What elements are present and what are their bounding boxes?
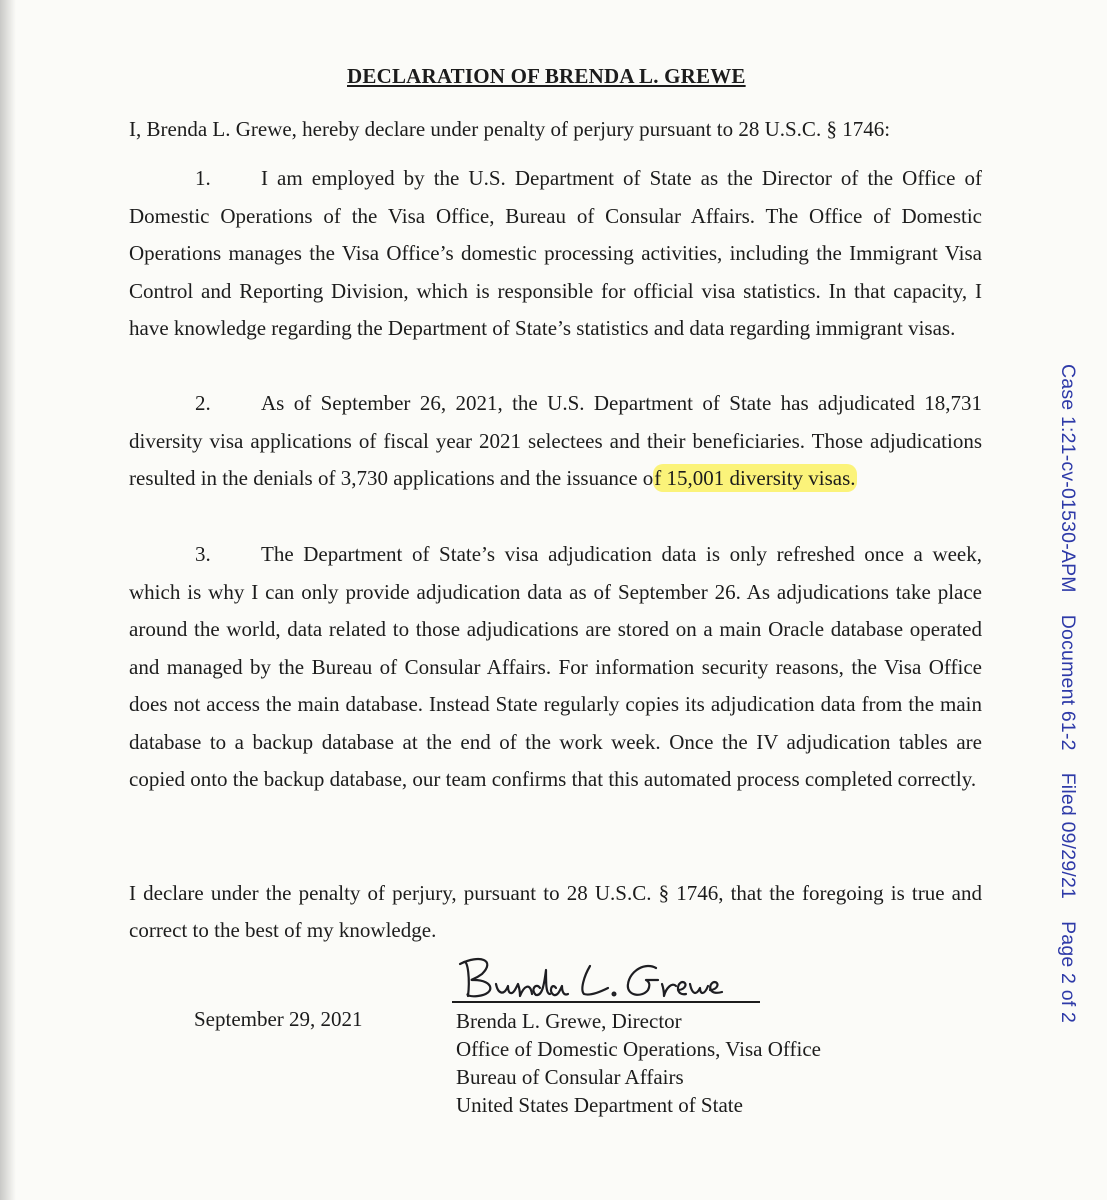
court-filing-stamp — [1056, 364, 1079, 1045]
stamp-filed: Filed 09/29/21 — [1057, 772, 1079, 900]
paragraph-1 — [129, 160, 982, 348]
scan-shadow-edge — [0, 0, 16, 1200]
paragraph-number: 3. — [195, 542, 211, 566]
signature-line — [452, 1001, 760, 1003]
paragraph-text: I am employed by the U.S. Department of State as the Director of the Office of Domestic Operations of the Visa Office, Bureau of Consular Affairs. The Office of Domestic Operations manages the Visa Office’s domestic processing activities, including the Immigrant Visa Control and Reporting Division, which is responsible for official visa statistics. In that capacity, I have knowledge regarding the Department of State’s statistics and data regarding immigrant visas. — [129, 166, 982, 340]
paragraph-number: 2. — [195, 391, 211, 415]
declaration-intro: I, Brenda L. Grewe, hereby declare under penalty of perjury pursuant to 28 U.S.C. § 1746: — [129, 117, 891, 141]
stamp-document: Document 61-2 — [1057, 614, 1079, 751]
signer-name-title: Brenda L. Grewe, Director — [456, 1009, 682, 1033]
highlighted-text: f 15,001 diversity visas. — [654, 466, 856, 490]
stamp-page: Page 2 of 2 — [1057, 921, 1079, 1024]
signer-office: Office of Domestic Operations, Visa Office — [456, 1037, 821, 1061]
closing-declaration: I declare under the penalty of perjury, pursuant to 28 U.S.C. § 1746, that the foregoing is true and correct to the best of my knowledge. — [129, 881, 982, 942]
paragraph-text: The Department of State’s visa adjudication data is only refreshed once a week, which is why I can only provide adjudication data as of September 26. As adjudications take place around the world, data related to those adjudications are stored on a main Oracle database operated and managed by the Bureau of Consular Affairs. For information security reasons, the Visa Office does not access the main database. Instead State regularly copies its adjudication data from the main database to a backup database at the end of the work week. Once the IV adjudication tables are copied onto the backup database, our team confirms that this automated process completed correctly. — [129, 542, 982, 791]
paragraph-text: As of September 26, 2021, the U.S. Department of State has adjudicated 18,731 diversity visa applications of fiscal year 2021 selectees and their beneficiaries. Those adjudications resulted in the denials of 3,730 applications and the issuance o — [129, 391, 982, 490]
signing-date: September 29, 2021 — [194, 1007, 363, 1031]
paragraph-number: 1. — [195, 166, 211, 190]
paragraph-2 — [129, 385, 982, 498]
paragraph-3 — [129, 536, 982, 799]
handwritten-signature — [450, 950, 770, 1006]
stamp-case: Case 1:21-cv-01530-APM — [1057, 364, 1079, 593]
document-title: DECLARATION OF BRENDA L. GREWE — [347, 64, 746, 88]
signer-bureau: Bureau of Consular Affairs — [456, 1065, 684, 1089]
signer-block — [456, 1007, 821, 1119]
signer-department: United States Department of State — [456, 1093, 743, 1117]
